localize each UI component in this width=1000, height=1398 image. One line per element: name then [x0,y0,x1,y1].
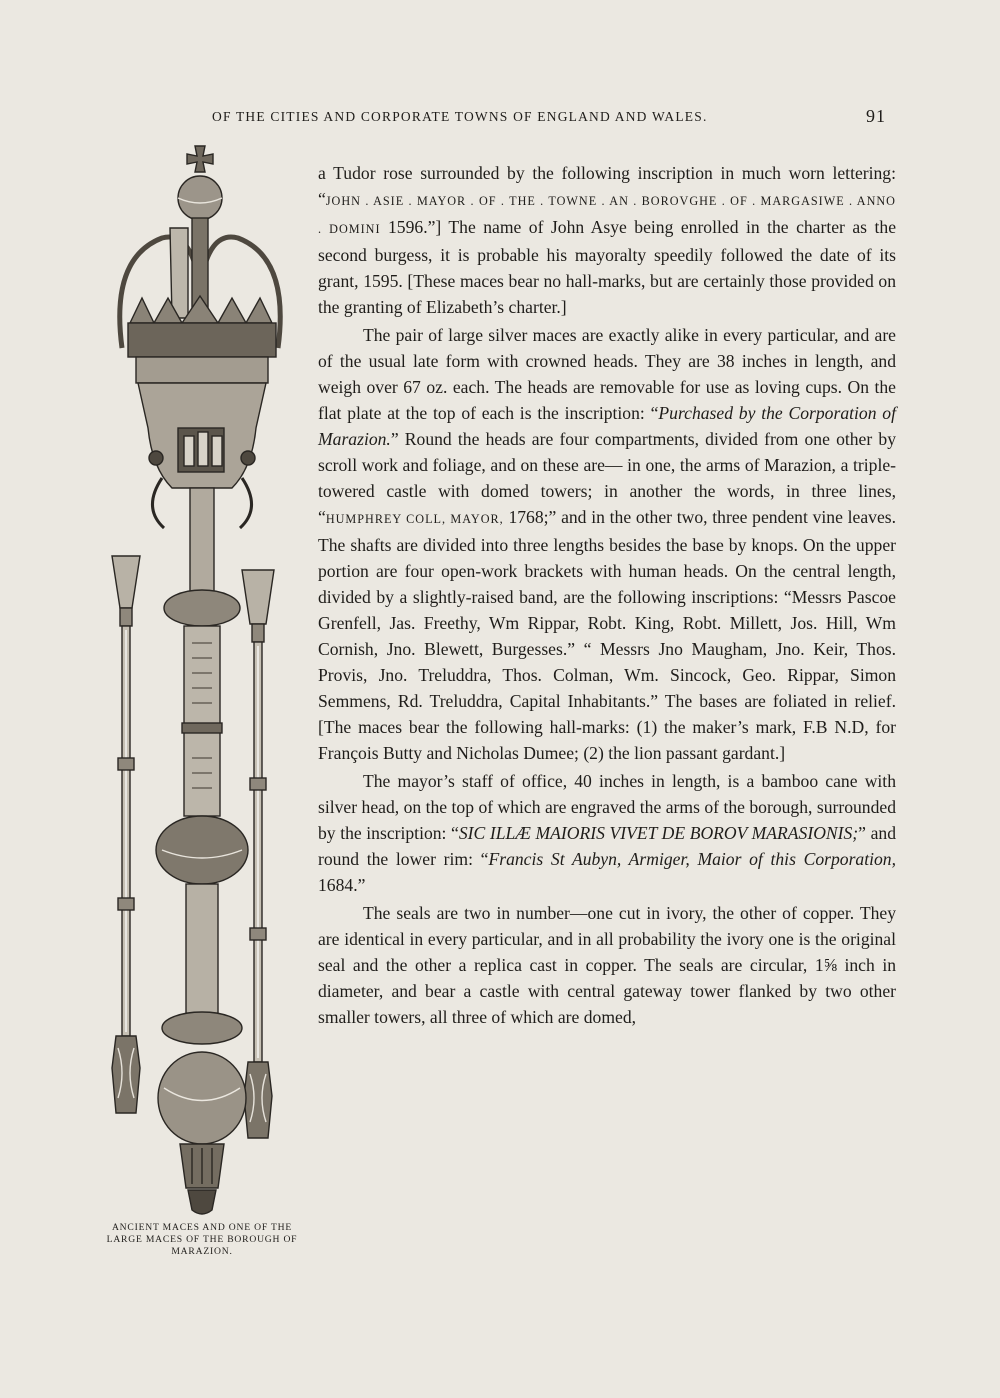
text-run: ” Round the heads are four compartments, divided from one other by scroll work and foliage, and on these are— in one, the arms of Marazion, a triple-towered castle with domed towers; in another the words, in three lines, “ [318,429,896,527]
inscription-italic: Purchased by the Corporation of Marazion. [318,403,896,449]
page-number: 91 [866,106,886,126]
paragraph-1 [318,160,896,320]
maces-illustration [92,138,312,1218]
paragraph-3 [318,768,896,898]
body-text [318,160,896,1030]
inscription-small-caps: HUMPHREY COLL, MAYOR, [325,512,504,526]
text-run: ” and round the lower rim: “ [318,823,896,869]
text-run: The seals are two in number—one cut in ivory, the other of copper. They are identical in every particular, and in all probability the ivory one is the original seal and the other a replica cast in copper. The seals are circular, 1⅝ inch in diameter, and bear a castle with central gateway tower flanked by two other smaller towers, all three of which are domed, [318,903,896,1027]
text-run: a Tudor rose surrounded by the following inscription in much worn lettering: “ [318,163,896,209]
paragraph-4 [318,900,896,1030]
running-head: OF THE CITIES AND CORPORATE TOWNS OF ENGLAND AND WALES. [212,109,708,124]
text-run: 1768;” and in the other two, three pendent vine leaves. The shafts are divided into three lengths besides the base by knops. On the upper portion are four open-work brackets with human heads. On the central length, divided by a slightly-raised band, are the following inscriptions: “Messrs Pascoe Grenfell, Jas. Freethy, Wm Rippar, Robt. King, Robt. Millett, Jos. Hill, Wm Cornish, Jno. Blewett, Burgesses.” “ Messrs Jno Maugham, Jno. Keir, Thos. Provis, Jno. Treluddra, Thos. Colman, Wm. Sincock, Geo. Rippar, Simon Semmens, Rd. Treluddra, Capital Inhabitants.” The bases are foliated in relief. [The maces bear the following hall-marks: (1) the maker’s mark, F.B N.D, for François Butty and Nicholas Dumee; (2) the lion passant gardant.] [318,507,896,763]
figure-caption: ANCIENT MACES AND ONE OF THE LARGE MACES OF THE BOROUGH OF MARAZION. [106,1222,298,1257]
text-run: 1684.” [318,875,366,895]
inscription-small-caps: JOHN . ASIE . MAYOR . OF . THE . TOWNE . AN . BOROVGHE . OF . MARGASIWE . ANNO . DOMINI [318,194,896,236]
text-run: The pair of large silver maces are exactly alike in every particular, and are of the usual late form with crowned heads. They are 38 inches in length, and weigh over 67 oz. each. The heads are removable for use as loving cups. On the flat plate at the top of each is the inscription: “ [318,325,896,423]
text-run: The mayor’s staff of office, 40 inches in length, is a bamboo cane with silver head, on the top of which are engraved the arms of the borough, surrounded by the inscription: “ [318,771,896,843]
small-mace-left [112,556,140,1113]
paragraph-2 [318,322,896,766]
inscription-italic: Francis St Aubyn, Armiger, Maior of this Corporation, [488,849,896,869]
text-run: 1596.”] The name of John Asye being enrolled in the charter as the second burgess, it is probable his mayoralty speedily followed the date of its grant, 1595. [These maces bear no hall-marks, but are certainly those provided on the granting of Elizabeth’s charter.] [318,217,896,317]
inscription-italic: SIC ILLÆ MAIORIS VIVET DE BOROV MARASIONIS; [458,823,859,843]
